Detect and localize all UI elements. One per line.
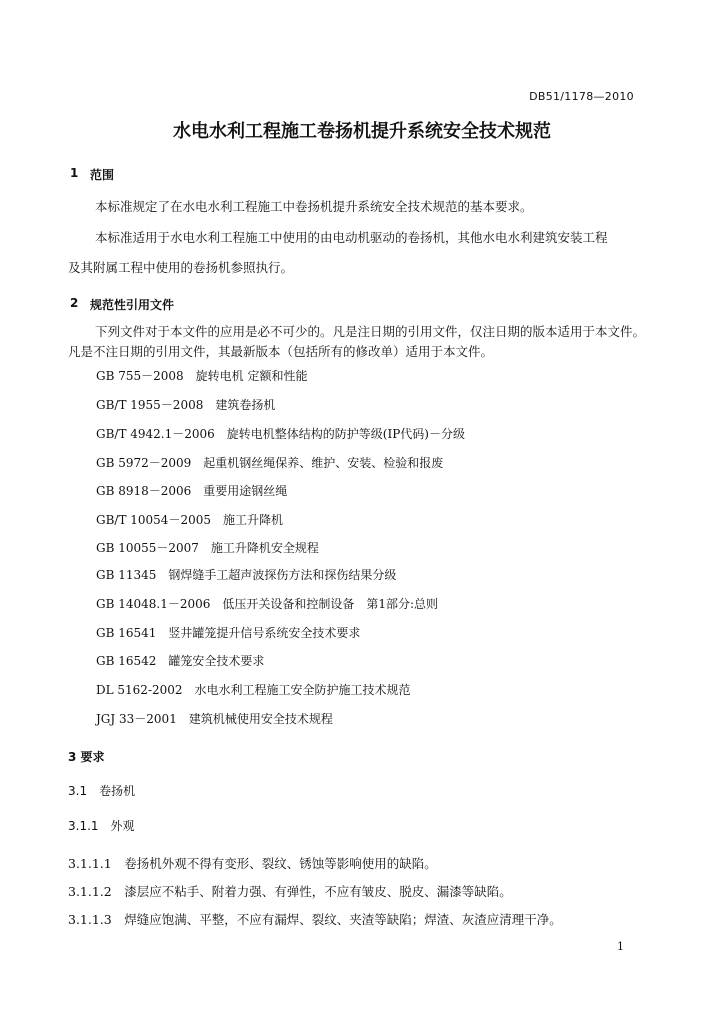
reference-item: GB 16541 竖井罐笼提升信号系统安全技术要求 xyxy=(96,626,361,640)
clause-item: 3.1.1.3 焊缝应饱满、平整，不应有漏焊、裂纹、夹渣等缺陷；焊渣、灰渣应清理干净。 xyxy=(68,912,562,927)
reference-item: GB 755－2008 旋转电机 定额和性能 xyxy=(96,369,308,383)
reference-item: GB 16542 罐笼安全技术要求 xyxy=(96,654,265,668)
document-title: 水电水利工程施工卷扬机提升系统安全技术规范 xyxy=(173,121,551,142)
section-1-heading: 范围 xyxy=(90,168,115,182)
reference-item: GB/T 1955－2008 建筑卷扬机 xyxy=(96,398,276,412)
reference-item: GB/T 10054－2005 施工升降机 xyxy=(96,513,283,527)
section-2-paragraph-line-2: 凡是不注日期的引用文件，其最新版本（包括所有的修改单）适用于本文件。 xyxy=(68,344,494,359)
section-3-heading: 3 要求 xyxy=(68,750,105,764)
section-3-1-1-heading: 3.1.1 外观 xyxy=(68,819,135,833)
section-1-paragraph-2-line-1: 本标准适用于水电水利工程施工中使用的由电动机驱动的卷扬机，其他水电水利建筑安装工程 xyxy=(95,230,608,245)
section-2-paragraph-line-1: 下列文件对于本文件的应用是必不可少的。凡是注日期的引用文件，仅注日期的版本适用于本文件。 xyxy=(95,324,646,339)
section-3-1-heading: 3.1 卷扬机 xyxy=(68,784,136,798)
section-1-number: 1 xyxy=(70,166,79,180)
page-number: 1 xyxy=(617,940,624,953)
section-1-paragraph-2-line-2: 及其附属工程中使用的卷扬机参照执行。 xyxy=(68,260,294,275)
reference-item: GB 8918－2006 重要用途钢丝绳 xyxy=(96,484,288,498)
section-2-number: 2 xyxy=(70,296,79,310)
reference-item: GB 14048.1－2006 低压开关设备和控制设备 第1部分:总则 xyxy=(96,597,439,611)
reference-item: GB/T 4942.1－2006 旋转电机整体结构的防护等级(IP代码)－分级 xyxy=(96,427,465,441)
reference-item: GB 5972－2009 起重机钢丝绳保养、维护、安装、检验和报废 xyxy=(96,456,444,470)
standard-number: DB51/1178—2010 xyxy=(529,90,634,103)
section-1-paragraph-1: 本标准规定了在水电水利工程施工中卷扬机提升系统安全技术规范的基本要求。 xyxy=(95,199,533,214)
reference-item: GB 11345 钢焊缝手工超声波探伤方法和探伤结果分级 xyxy=(96,568,397,582)
clause-item: 3.1.1.2 漆层应不粘手、附着力强、有弹性，不应有皱皮、脱皮、漏漆等缺陷。 xyxy=(68,884,512,899)
reference-item: GB 10055－2007 施工升降机安全规程 xyxy=(96,541,319,555)
reference-item: DL 5162-2002 水电水利工程施工安全防护施工技术规范 xyxy=(96,683,411,697)
clause-item: 3.1.1.1 卷扬机外观不得有变形、裂纹、锈蚀等影响使用的缺陷。 xyxy=(68,856,437,871)
section-2-heading: 规范性引用文件 xyxy=(90,298,175,312)
reference-item: JGJ 33－2001 建筑机械使用安全技术规程 xyxy=(96,712,333,726)
